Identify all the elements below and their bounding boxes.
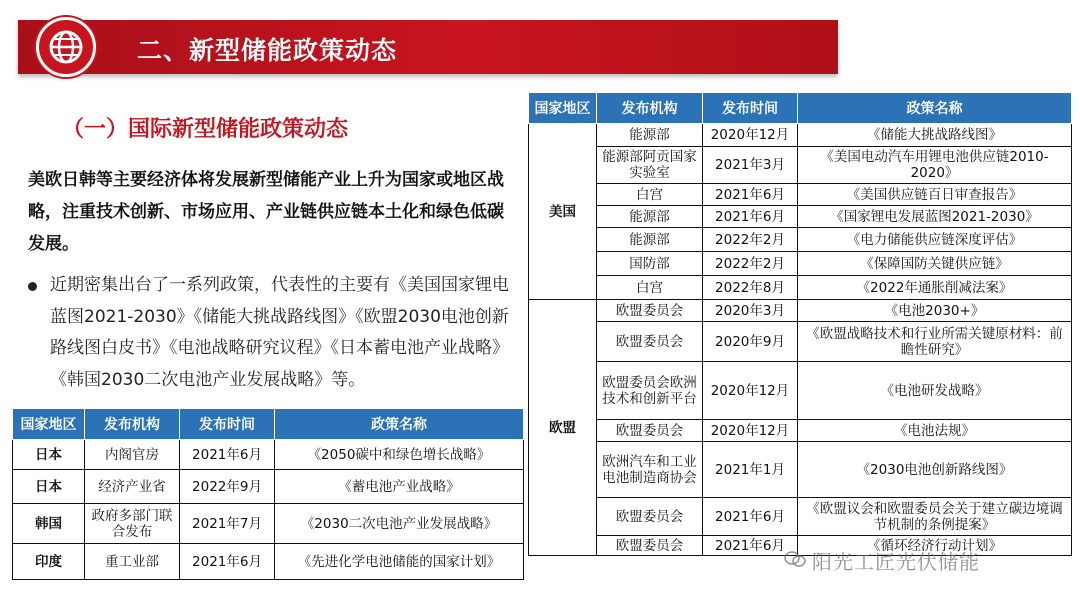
table-row: [529, 498, 1072, 536]
date-cell: 2020年9月: [703, 322, 798, 362]
column-header: 国家地区: [13, 409, 85, 440]
policy-cell: 《电池2030+》: [798, 300, 1072, 322]
date-cell: 2021年3月: [703, 147, 798, 184]
left-policy-table: [12, 408, 524, 580]
date-cell: 2021年6月: [703, 184, 798, 206]
intro-paragraph: 美欧日韩等主要经济体将发展新型储能产业上升为国家或地区战略，注重技术创新、市场应用、产业链供应链本土化和绿色低碳发展。: [28, 170, 504, 254]
date-cell: 2021年7月: [180, 504, 275, 544]
date-cell: 2021年1月: [703, 442, 798, 498]
date-cell: 2021年6月: [703, 206, 798, 228]
table-row: [529, 252, 1072, 276]
policy-cell: 《电池法规》: [798, 420, 1072, 442]
bullet-item: [28, 270, 510, 396]
policy-cell: 《先进化学电池储能的国家计划》: [275, 544, 524, 580]
table-row: [13, 544, 524, 580]
policy-cell: 《2030二次电池产业发展战略》: [275, 504, 524, 544]
logo: [36, 17, 96, 77]
globe-icon: [46, 27, 86, 67]
date-cell: 2021年6月: [703, 536, 798, 556]
region-cell: 韩国: [13, 504, 85, 544]
table-row: [529, 147, 1072, 184]
table-row: [529, 442, 1072, 498]
policy-cell: 《美国电动汽车用锂电池供应链2010-2020》: [798, 147, 1072, 184]
region-cell: 日本: [13, 470, 85, 504]
agency-cell: 内阁官房: [85, 440, 180, 470]
date-cell: 2021年6月: [180, 544, 275, 580]
policy-cell: 《电力储能供应链深度评估》: [798, 228, 1072, 252]
column-header: 国家地区: [529, 93, 597, 124]
agency-cell: 重工业部: [85, 544, 180, 580]
wechat-icon: [784, 550, 806, 568]
agency-cell: 白宫: [597, 184, 703, 206]
date-cell: 2021年6月: [703, 498, 798, 536]
policy-cell: 《储能大挑战路线图》: [798, 124, 1072, 147]
table-row: [13, 440, 524, 470]
column-header: 发布机构: [85, 409, 180, 440]
agency-cell: 欧洲汽车和工业电池制造商协会: [597, 442, 703, 498]
watermark: 阳光工匠光伏储能: [812, 550, 980, 574]
region-cell: 日本: [13, 440, 85, 470]
agency-cell: 欧盟委员会: [597, 498, 703, 536]
date-cell: 2020年12月: [703, 124, 798, 147]
bullet-dot: [28, 282, 37, 291]
table-row: [529, 362, 1072, 420]
agency-cell: 能源部: [597, 206, 703, 228]
agency-cell: 政府多部门联合发布: [85, 504, 180, 544]
policy-cell: 《蓄电池产业战略》: [275, 470, 524, 504]
date-cell: 2022年8月: [703, 276, 798, 300]
right-policy-table: [528, 92, 1072, 556]
policy-cell: 《保障国防关键供应链》: [798, 252, 1072, 276]
column-header: 发布时间: [703, 93, 798, 124]
agency-cell: 欧盟委员会: [597, 536, 703, 556]
region-cell: 欧盟: [529, 300, 597, 556]
table-row: [529, 206, 1072, 228]
column-header: 政策名称: [275, 409, 524, 440]
table-row: [529, 276, 1072, 300]
agency-cell: 欧盟委员会: [597, 300, 703, 322]
column-header: 发布机构: [597, 93, 703, 124]
agency-cell: 白宫: [597, 276, 703, 300]
table-row: [529, 124, 1072, 147]
date-cell: 2022年2月: [703, 252, 798, 276]
table-row: [529, 322, 1072, 362]
agency-cell: 欧盟委员会: [597, 322, 703, 362]
region-cell: 美国: [529, 124, 597, 300]
policy-cell: 《2022年通胀削减法案》: [798, 276, 1072, 300]
policy-cell: 《2050碳中和绿色增长战略》: [275, 440, 524, 470]
policy-cell: 《国家锂电发展蓝图2021-2030》: [798, 206, 1072, 228]
policy-cell: 《欧盟议会和欧盟委员会关于建立碳边境调节机制的条例提案》: [798, 498, 1072, 536]
region-cell: 印度: [13, 544, 85, 580]
date-cell: 2021年6月: [180, 440, 275, 470]
date-cell: 2022年9月: [180, 470, 275, 504]
column-header: 发布时间: [180, 409, 275, 440]
table-row: [529, 228, 1072, 252]
policy-cell: 《循环经济行动计划》: [798, 536, 1072, 556]
date-cell: 2020年12月: [703, 362, 798, 420]
table-row: [13, 504, 524, 544]
table-row: [13, 470, 524, 504]
date-cell: 2020年12月: [703, 420, 798, 442]
table-row: [529, 300, 1072, 322]
policy-cell: 《欧盟战略技术和行业所需关键原材料：前瞻性研究》: [798, 322, 1072, 362]
section-subtitle: （一）国际新型储能政策动态: [62, 117, 349, 142]
agency-cell: 能源部阿贡国家实验室: [597, 147, 703, 184]
date-cell: 2020年3月: [703, 300, 798, 322]
column-header: 政策名称: [798, 93, 1072, 124]
table-row: [529, 184, 1072, 206]
policy-cell: 《2030电池创新路线图》: [798, 442, 1072, 498]
date-cell: 2022年2月: [703, 228, 798, 252]
table-row: [529, 420, 1072, 442]
agency-cell: 经济产业省: [85, 470, 180, 504]
policy-cell: 《美国供应链百日审查报告》: [798, 184, 1072, 206]
agency-cell: 能源部: [597, 124, 703, 147]
bullet-text: 近期密集出台了一系列政策，代表性的主要有《美国国家锂电蓝图2021-2030》《储能大挑战路线图》《欧盟2030电池创新路线图白皮书》《电池战略研究议程》《日本蓄电池产业战略》《韩国2030二次电池产业发展战略》等。: [50, 275, 509, 390]
agency-cell: 能源部: [597, 228, 703, 252]
agency-cell: 欧盟委员会: [597, 420, 703, 442]
agency-cell: 国防部: [597, 252, 703, 276]
policy-cell: 《电池研发战略》: [798, 362, 1072, 420]
agency-cell: 欧盟委员会欧洲技术和创新平台: [597, 362, 703, 420]
page-title: 二、新型储能政策动态: [137, 36, 398, 65]
